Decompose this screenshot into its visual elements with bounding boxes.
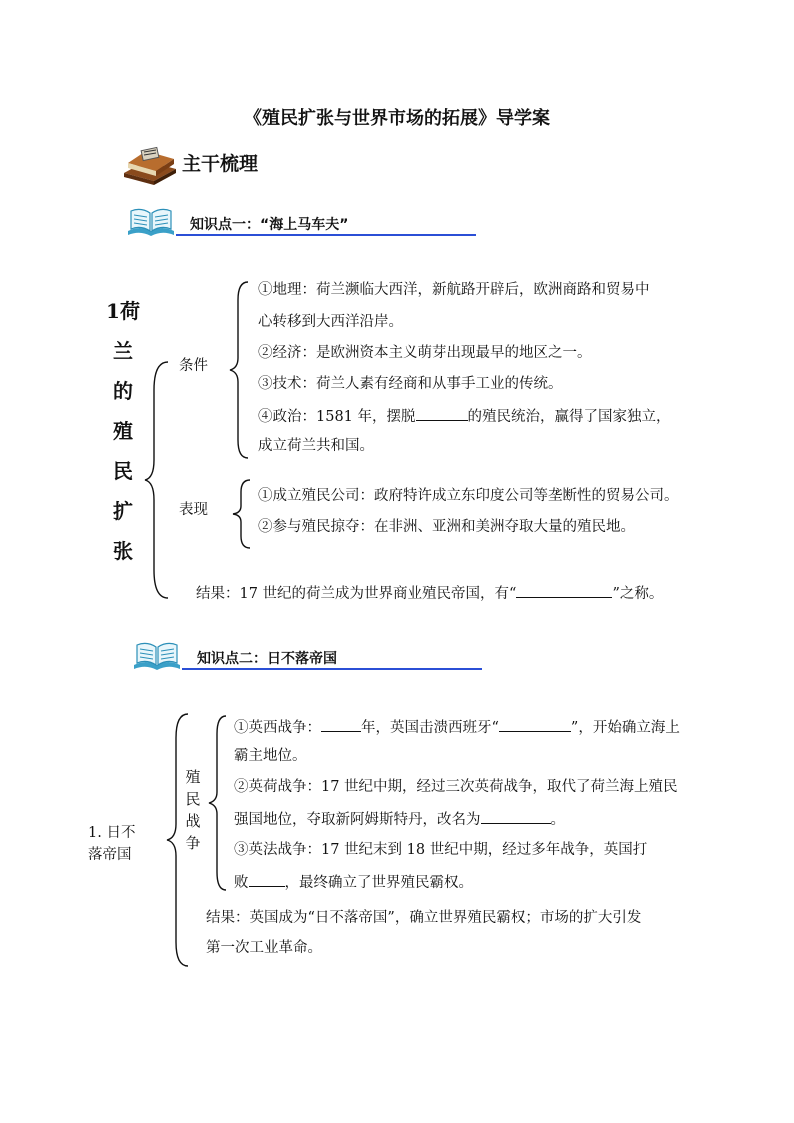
fill-blank-3[interactable]	[321, 716, 361, 732]
open-book-icon	[132, 639, 182, 671]
kp1-perf-brace	[230, 478, 252, 550]
open-book-icon	[126, 205, 176, 237]
kp1-main-label: 1荷 兰 的 殖 民 扩 张	[106, 299, 140, 563]
kp2-war-2b: 强国地位，夺取新阿姆斯特丹，改名为 。	[234, 808, 565, 830]
kp2-label: 知识点二：日不落帝国	[197, 651, 337, 667]
kp2-war-brace	[206, 714, 228, 892]
fill-blank-1[interactable]	[416, 405, 468, 421]
kp2-war-2a: ②英荷战争：17 世纪中期，经过三次英荷战争，取代了荷兰海上殖民	[234, 779, 678, 795]
kp1-cond-4a: ④政治：1581 年，摆脱 的殖民统治，赢得了国家独立，	[258, 405, 671, 427]
kp2-war-3a: ③英法战争：17 世纪末到 18 世纪中期，经过多年战争，英国打	[234, 842, 648, 858]
kp2-underline	[182, 668, 482, 670]
books-icon	[120, 143, 178, 185]
kp1-cond-label: 条件	[179, 358, 208, 374]
kp1-cond-3: ③技术：荷兰人素有经商和从事手工业的传统。	[258, 376, 563, 392]
kp1-result: 结果：17 世纪的荷兰成为世界商业殖民帝国，有“ ”之称。	[196, 582, 663, 604]
document-title: 《殖民扩张与世界市场的拓展》导学案	[244, 108, 550, 129]
kp2-war-3b: 败 ，最终确立了世界殖民霸权。	[234, 871, 473, 893]
kp2-war-1a: ①英西战争： 年，英国击溃西班牙“ ”，开始确立海上	[234, 716, 680, 738]
fill-blank-6[interactable]	[249, 871, 285, 887]
fill-blank-5[interactable]	[481, 808, 551, 824]
kp2-war-1b: 霸主地位。	[234, 748, 307, 764]
kp1-label: 知识点一：“海上马车夫”	[190, 217, 349, 233]
kp1-cond-1b: 心转移到大西洋沿岸。	[258, 314, 403, 330]
kp1-cond-brace	[226, 280, 250, 460]
kp2-main-label-2: 落帝国	[88, 847, 132, 863]
kp1-cond-1a: ①地理：荷兰濒临大西洋，新航路开辟后，欧洲商路和贸易中	[258, 282, 650, 298]
kp1-perf-label: 表现	[179, 502, 208, 518]
kp1-main-brace	[142, 360, 172, 600]
kp1-cond-4b: 成立荷兰共和国。	[258, 438, 374, 454]
fill-blank-2[interactable]	[516, 582, 612, 598]
fill-blank-4[interactable]	[499, 716, 571, 732]
section-heading: 主干梳理	[182, 153, 259, 175]
kp1-perf-1: ①成立殖民公司：政府特许成立东印度公司等垄断性的贸易公司。	[258, 488, 679, 504]
kp2-result-1: 结果：英国成为“日不落帝国”，确立世界殖民霸权；市场的扩大引发	[206, 910, 642, 926]
kp2-main-label-1: 1. 日不	[88, 825, 136, 841]
kp1-underline	[176, 234, 476, 236]
kp1-perf-2: ②参与殖民掠夺：在非洲、亚洲和美洲夺取大量的殖民地。	[258, 519, 635, 535]
kp2-result-2: 第一次工业革命。	[206, 940, 322, 956]
kp2-war-label: 殖 民 战 争	[185, 768, 201, 852]
kp1-cond-2: ②经济：是欧洲资本主义萌芽出现最早的地区之一。	[258, 345, 592, 361]
